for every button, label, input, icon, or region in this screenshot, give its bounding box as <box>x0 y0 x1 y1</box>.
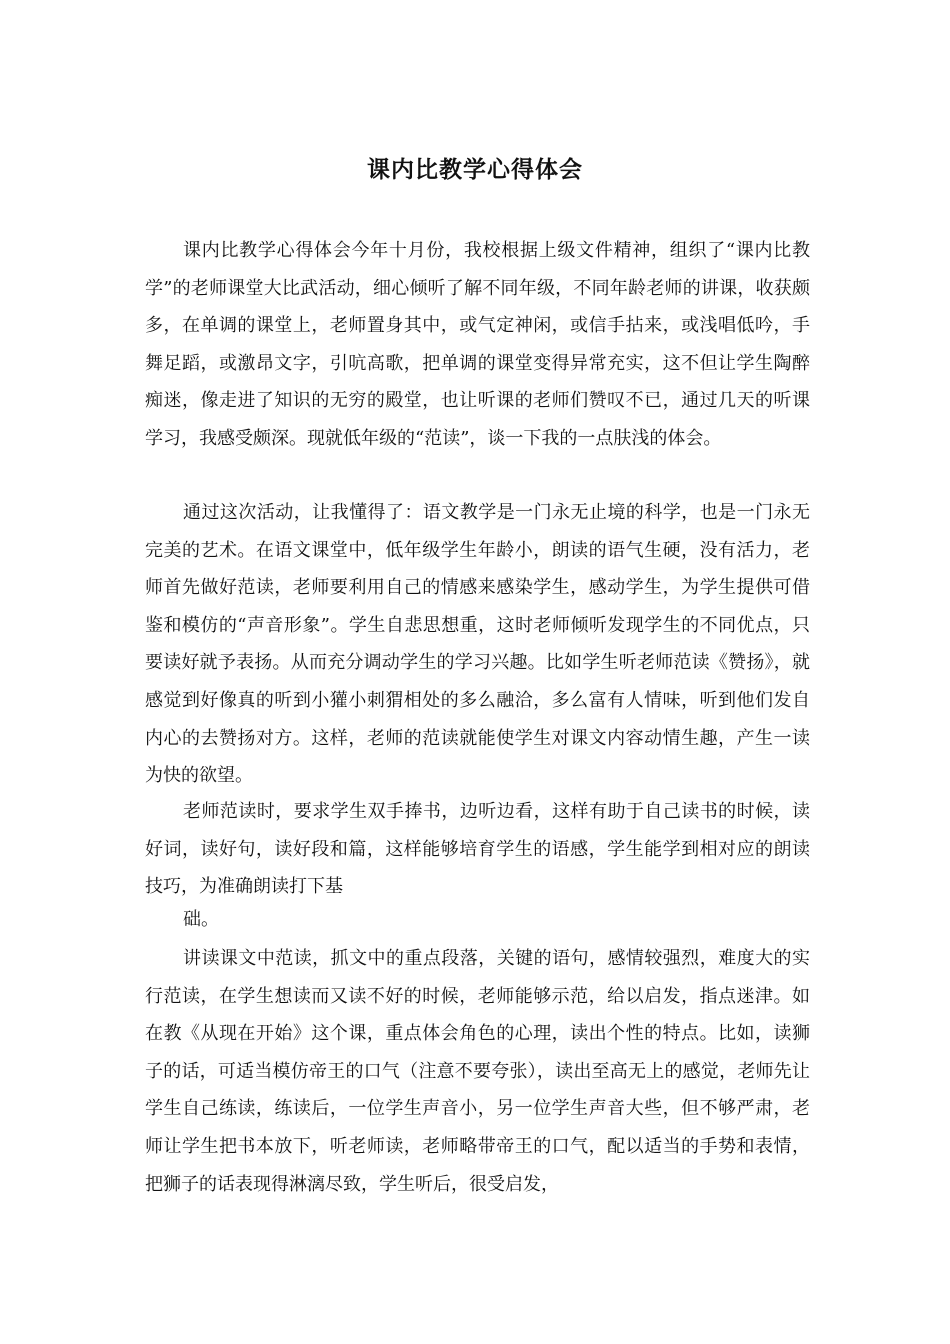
paragraph-3: 老师范读时，要求学生双手捧书，边听边看，这样有助于自己读书的时候，读好词，读好句，读好段和篇，这样能够培育学生的语感，学生能学到相对应的朗读技巧，为准确朗读打下基 <box>145 801 810 898</box>
paragraph-2: 通过这次活动，让我懂得了：语文教学是一门永无止境的科学，也是一门永无完美的艺术。在语文课堂中，低年级学生年龄小，朗读的语气生硬，没有活力，老师首先做好范读，老师要利用自己的情感来感染学生，感动学生，为学生提供可借鉴和模仿的“声音形象”。学生自悲思想重，这时老师倾听发现学生的不同优点，只要读好就予表扬。从而充分调动学生的学习兴趣。比如学生听老师范读《赞扬》，就感觉到好像真的听到小獾小刺猬相处的多么融洽，多么富有人情味，听到他们发自内心的去赞扬对方。这样，老师的范读就能使学生对课文内容动情生趣，产生一读为快的欲望。 <box>145 502 810 787</box>
paragraph-4: 讲读课文中范读，抓文中的重点段落，关键的语句，感情较强烈，难度大的实行范读，在学生想读而又读不好的时候，老师能够示范，给以启发，指点迷津。如在教《从现在开始》这个课，重点体会角色的心理，读出个性的特点。比如，读狮子的话，可适当模仿帝王的口气（注意不要夸张），读出至高无上的感觉，老师先让学生自己练读，练读后，一位学生声音小，另一位学生声音大些，但不够严肃，老师让学生把书本放下，听老师读，老师略带帝王的口气，配以适当的手势和表情，把狮子的话表现得淋漓尽致，学生听后，很受启发， <box>145 948 810 1195</box>
document-title: 课内比教学心得体会 <box>367 156 583 183</box>
paragraph-1: 课内比教学心得体会今年十月份，我校根据上级文件精神，组织了“课内比教学”的老师课堂大比武活动，细心倾听了解不同年级，不同年龄老师的讲课，收获颇多，在单调的课堂上，老师置身其中，或气定神闲，或信手拈来，或浅唱低吟，手舞足蹈，或激昂文字，引吭高歌，把单调的课堂变得异常充实，这不但让学生陶醉痴迷，像走进了知识的无穷的殿堂，也让听课的老师们赞叹不已，通过几天的听课学习，我感受颇深。现就低年级的“范读”，谈一下我的一点肤浅的体会。 <box>145 240 810 449</box>
paragraph-3-continuation: 础。 <box>183 909 219 930</box>
